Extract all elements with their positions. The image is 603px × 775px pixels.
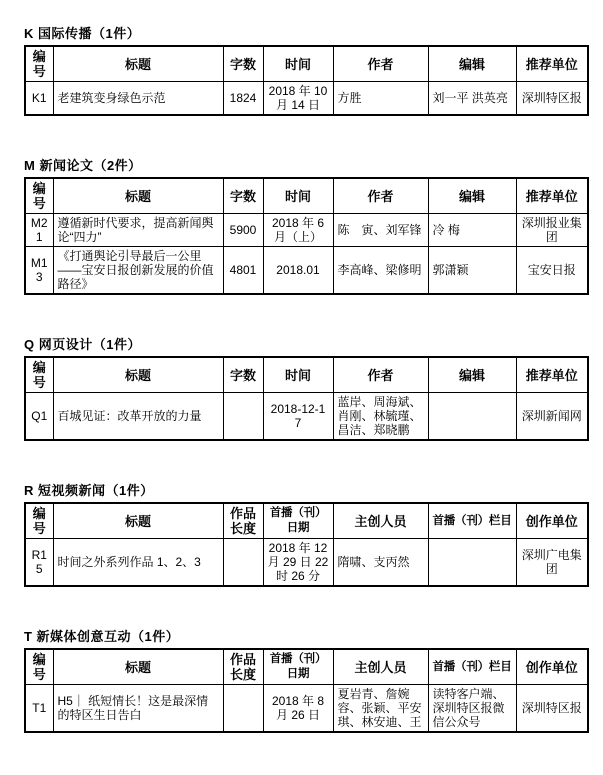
column-header-unit: 推荐单位 [516,357,588,393]
column-header-creators: 主创人员 [333,649,428,685]
cell-id: M13 [25,247,53,295]
table-row [25,214,588,247]
cell-editors: 郭潇颖 [428,247,516,295]
section-title: R 短视频新闻（1件） [24,483,154,498]
column-header-id: 编号 [25,46,53,82]
cell-id: R15 [25,539,53,587]
cell-unit: 深圳新闻网 [516,393,588,441]
table-header-row [25,649,588,685]
cell-date: 2018 年 10 月 14 日 [263,82,333,116]
cell-date: 2018 年 6 月（上） [263,214,333,247]
column-header-airdate: 首播（刊）日期 [263,503,333,539]
column-header-creators: 主创人员 [333,503,428,539]
cell-program [428,539,516,587]
cell-wordcount: 1824 [223,82,263,116]
cell-creators-text: 夏岩青、詹婉容、张颖、平安琪、林安迪、王 [337,687,422,729]
column-header-title: 标题 [53,357,223,393]
table-row [25,82,588,116]
table-row [25,247,588,295]
column-header-authors: 作者 [333,357,428,393]
column-header-editors: 编辑 [428,357,516,393]
column-header-editors: 编辑 [428,178,516,214]
cell-creators [333,685,428,733]
awards-table-k [24,45,589,116]
column-header-date: 时间 [263,178,333,214]
section-t [24,629,587,733]
cell-editors [428,393,516,441]
column-header-date: 时间 [263,46,333,82]
awards-table-t [24,648,589,733]
column-header-title: 标题 [53,503,223,539]
awards-table-q [24,356,589,441]
column-header-authors: 作者 [333,178,428,214]
cell-airdate: 2018 年 12 月 29 日 22 时 26 分 [263,539,333,587]
cell-program: 读特客户端、深圳特区报微信公众号 [428,685,516,733]
section-q [24,337,587,441]
column-header-title: 标题 [53,178,223,214]
section-title: M 新闻论文（2件） [24,158,142,173]
column-header-length: 作品长度 [223,649,263,685]
cell-title: 老建筑变身绿色示范 [53,82,223,116]
cell-authors: 蓝岸、周海斌、肖刚、林毓瑾、昌洁、郑晓鹏 [333,393,428,441]
column-header-unit: 推荐单位 [516,178,588,214]
cell-unit: 深圳特区报 [516,82,588,116]
table-row [25,393,588,441]
cell-authors: 方胜 [333,82,428,116]
cell-title: 百城见证：改革开放的力量 [53,393,223,441]
awards-table-r [24,502,589,587]
column-header-date: 时间 [263,357,333,393]
awards-document [0,26,603,733]
section-title: Q 网页设计（1件） [24,337,141,352]
cell-title: H5｜ 纸短情长！这是最深情的特区生日告白 [53,685,223,733]
cell-airdate: 2018 年 8 月 26 日 [263,685,333,733]
column-header-length: 作品长度 [223,503,263,539]
awards-table-m [24,177,589,295]
cell-id: T1 [25,685,53,733]
column-header-wordcount: 字数 [223,46,263,82]
cell-title: 遵循新时代要求，提高新闻舆论“四力” [53,214,223,247]
cell-length [223,685,263,733]
table-header-row [25,46,588,82]
column-header-program: 首播（刊）栏目 [428,649,516,685]
cell-title: 《打通舆论引导最后一公里——宝安日报创新发展的价值路径》 [53,247,223,295]
cell-unit: 宝安日报 [516,247,588,295]
cell-editors: 刘一平 洪英亮 [428,82,516,116]
table-header-row [25,178,588,214]
table-row [25,539,588,587]
cell-date: 2018.01 [263,247,333,295]
table-header-row [25,357,588,393]
column-header-wordcount: 字数 [223,357,263,393]
cell-unit: 深圳报业集团 [516,214,588,247]
section-k [24,26,587,116]
cell-editors: 冷 梅 [428,214,516,247]
cell-authors: 李高峰、梁修明 [333,247,428,295]
cell-unit: 深圳广电集团 [516,539,588,587]
column-header-id: 编号 [25,649,53,685]
section-title: T 新媒体创意互动（1件） [24,629,180,644]
cell-date: 2018-12-17 [263,393,333,441]
column-header-unit: 推荐单位 [516,46,588,82]
column-header-title: 标题 [53,649,223,685]
column-header-id: 编号 [25,178,53,214]
column-header-program: 首播（刊）栏目 [428,503,516,539]
cell-id: K1 [25,82,53,116]
column-header-editors: 编辑 [428,46,516,82]
section-r [24,483,587,587]
column-header-unit: 创作单位 [516,503,588,539]
cell-id: Q1 [25,393,53,441]
column-header-airdate: 首播（刊）日期 [263,649,333,685]
column-header-id: 编号 [25,503,53,539]
column-header-id: 编号 [25,357,53,393]
cell-authors: 陈 寅、刘军锋 [333,214,428,247]
column-header-wordcount: 字数 [223,178,263,214]
section-m [24,158,587,295]
cell-creators: 隋啸、支丙然 [333,539,428,587]
table-row [25,685,588,733]
cell-length [223,539,263,587]
cell-unit: 深圳特区报 [516,685,588,733]
table-header-row [25,503,588,539]
cell-wordcount: 5900 [223,214,263,247]
cell-wordcount: 4801 [223,247,263,295]
section-title: K 国际传播（1件） [24,26,141,41]
cell-id: M21 [25,214,53,247]
cell-wordcount [223,393,263,441]
column-header-authors: 作者 [333,46,428,82]
column-header-unit: 创作单位 [516,649,588,685]
cell-title: 时间之外系列作品 1、2、3 [53,539,223,587]
column-header-title: 标题 [53,46,223,82]
